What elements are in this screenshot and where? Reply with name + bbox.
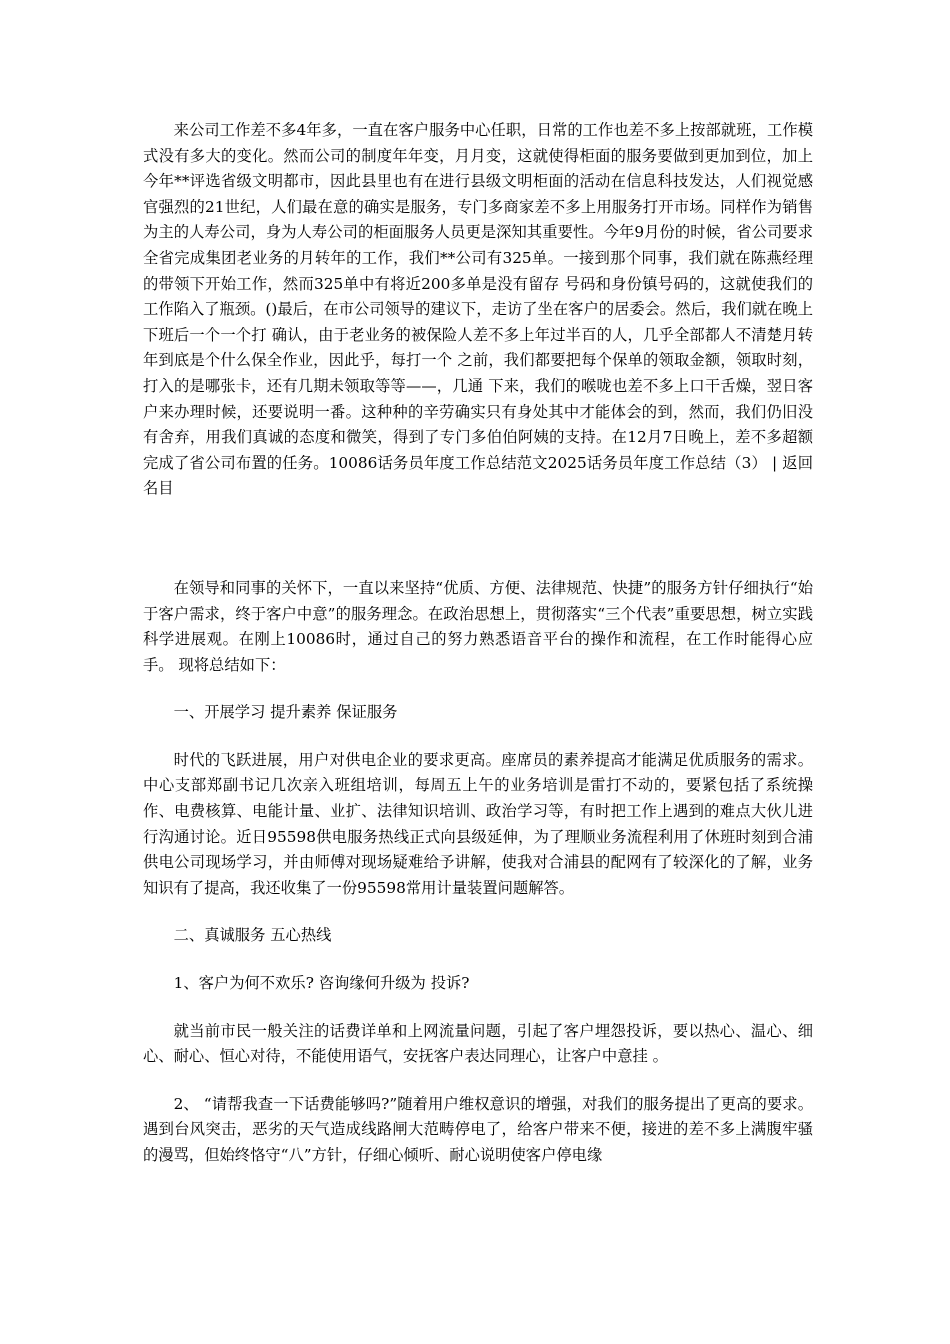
paragraph-training: 时代的飞跃进展，用户对供电企业的要求更高。座席员的素养提高才能满足优质服务的需求。中心支部郑副书记几次亲入班组培训，每周五上午的业务培训是雷打不动的，要紧包括了系统操作、电费核算、电能计量、业扩、法律知识培训、政治学习等，有时把工作上遇到的难点大伙儿进行沟通讨论。近日95598供电服务热线正式向县级延伸，为了理顺业务流程利用了休班时刻到合浦供电公司现场学习，并由师傅对现场疑难给予讲解，使我对合浦县的配网有了较深化的了解，业务知识有了提高，我还收集了一份95598常用计量装置问题解答。: [143, 750, 813, 897]
section-gap: [143, 901, 813, 923]
section-gap: [143, 997, 813, 1019]
section-gap: [143, 1070, 813, 1092]
section-gap: [143, 678, 813, 700]
section-gap: [143, 726, 813, 748]
heading-study: 一、开展学习 提升素养 保证服务: [173, 703, 398, 722]
section-gap: [143, 502, 813, 576]
paragraph-work-experience: 来公司工作差不多4年多，一直在客户服务中心任职，日常的工作也差不多上按部就班，工作模式没有多大的变化。然而公司的制度年年变，月月变，这就使得柜面的服务要做到更加到位，加上今年**评选省级文明都市，因此县里也有在进行县级文明柜面的活动在信息科技发达，人们视觉感官强烈的21世纪，人们最在意的确实是服务，专门多商家差不多上用服务打开市场。同样作为销售为主的人寿公司，身为人寿公司的柜面服务人员更是深知其重要性。今年9月份的时候，省公司要求全省完成集团老业务的月转年的工作，我们**公司有325单。一接到那个同事，我们就在陈燕经理的带领下开始工作，然而325单中有将近200多单是没有留存 号码和身份镇号码的，这就使我们的工作陷入了瓶颈。()最后，在市公司领导的建议下，走访了坐在客户的居委会。然后，我们就在晚上下班后一个一个打 确认，由于老业务的被保险人差不多上年过半百的人，几乎全部都人不清楚月转年到底是个什么保全作业，因此乎，每打一个 之前，我们都要把每个保单的领取金额，领取时刻，打入的是哪张卡，还有几期未领取等等——，几通 下来，我们的喉咙也差不多上口干舌燥，翌日客户来办理时候，还要说明一番。这种种的辛劳确实只有身处其中才能体会的到，然而，我们仍旧没有舍弃，用我们真诚的态度和微笑，得到了专门多伯伯阿姨的支持。在12月7日晚上，差不多超额完成了省公司布置的任务。10086话务员年度工作总结范文2025话务员年度工作总结（3） | 返回名目: [143, 121, 813, 498]
paragraph-service-principles: 在领导和同事的关怀下，一直以来坚持“优质、方便、法律规范、快捷”的服务方针仔细执行“始于客户需求，终于客户中意”的服务理念。在政治思想上，贯彻落实“三个代表”重要思想，树立实践科学进展观。在刚上10086时，通过自己的努力熟悉语音平台的操作和流程，在工作时能得心应手。 现将总结如下：: [143, 578, 813, 674]
subheading-customer-unhappy: 1、客户为何不欢乐? 咨询缘何升级为 投诉?: [173, 974, 470, 993]
heading-sincere-service: 二、真诚服务 五心热线: [173, 926, 332, 945]
paragraph-bill-inquiry: 2、 “请帮我查一下话费能够吗?”随着用户维权意识的增强，对我们的服务提出了更高的要求。遇到台风突击，恶劣的天气造成线路闸大范畴停电了，给客户带来不便，接进的差不多上满腹牢骚的漫骂，但始终恪守“八”方针，仔细心倾听、耐心说明使客户停电缘: [143, 1094, 813, 1164]
paragraph-five-hearts: 就当前市民一般关注的话费详单和上网流量问题，引起了客户埋怨投诉，要以热心、温心、细心、耐心、恒心对待，不能使用语气，安抚客户表达同理心，让客户中意挂 。: [143, 1021, 813, 1066]
document-page: [143, 118, 813, 1169]
section-gap: [143, 949, 813, 971]
